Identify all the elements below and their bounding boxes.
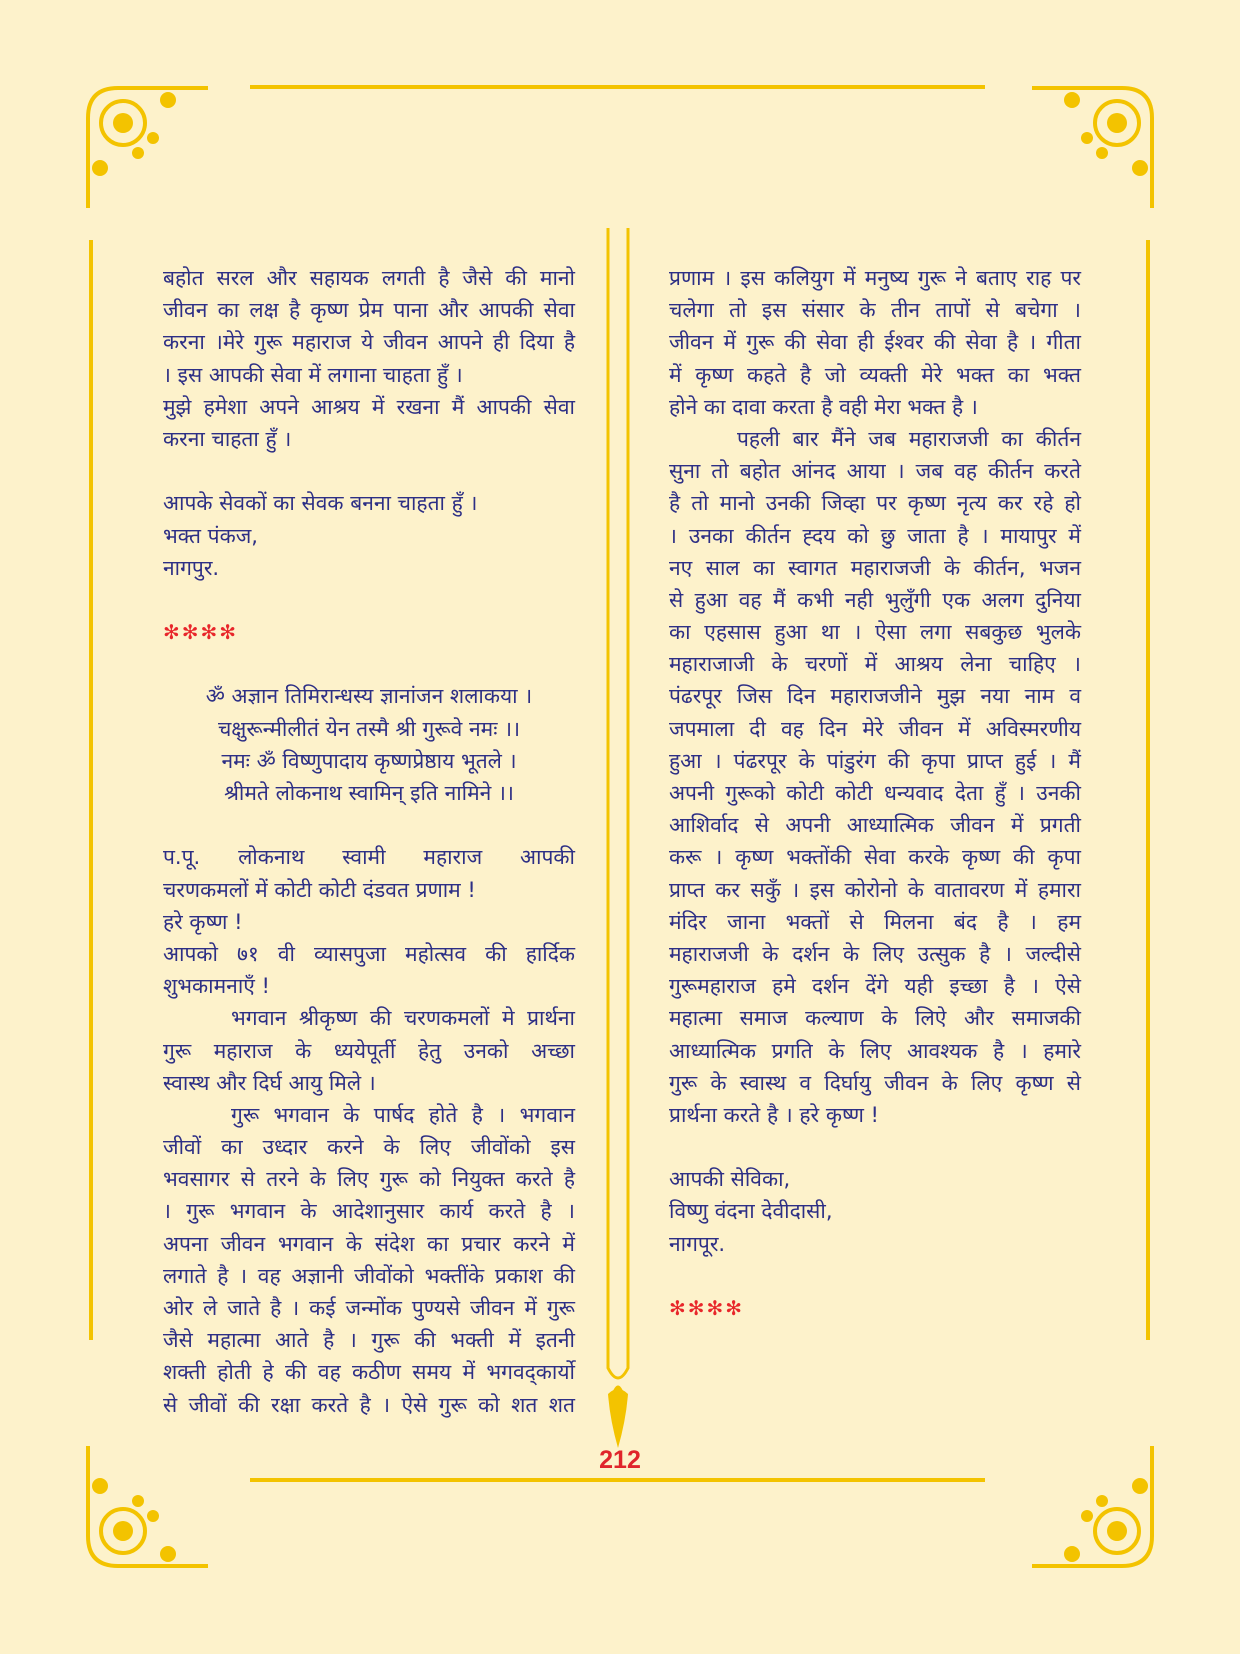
text-line: आपके सेवकों का सेवक बनना चाहता हुँ ।	[163, 491, 478, 516]
text-line: ॐ अज्ञान तिमिरान्धस्य ज्ञानांजन शलाकया ।	[205, 684, 533, 709]
page-number: 212	[599, 1446, 641, 1474]
border-right	[1146, 240, 1150, 1340]
text-line: विष्णु वंदना देवीदासी,	[669, 1199, 833, 1224]
text-line: श्रीमते लोकनाथ स्वामिन् इति नामिने ।।	[224, 781, 514, 805]
text-line: का एहसास हुआ था । ऐसा लगा सबकुछ भुलके	[669, 620, 1081, 645]
text-line: लगाते है । वह अज्ञानी जीवोंको भक्तींके प्रकाश की	[163, 1263, 575, 1288]
blank-line	[163, 455, 575, 487]
text-line: । गुरू भगवान के आदेशानुसार कार्य करते है ।	[163, 1199, 575, 1224]
text-line: आपकी सेविका,	[669, 1167, 791, 1192]
text-line: जपमाला दी वह दिन मेरे जीवन में अविस्मरणीय	[669, 716, 1081, 741]
blank-line	[163, 584, 575, 616]
text-line: पहली बार मैंने जब महाराजजी का कीर्तन	[737, 426, 1081, 451]
text-line: प्रणाम । इस कलियुग में मनुष्य गुरू ने बताए राह पर	[669, 266, 1081, 290]
text-line: हुआ । पंढरपूर के पांडुरंग की कृपा प्राप्त हुई । मैं	[669, 748, 1081, 773]
text-line: अपनी गुरूको कोटी कोटी धन्यवाद देता हुँ । उनकी	[669, 781, 1081, 805]
text-line: सुना तो बहोत आंनद आया । जब वह कीर्तन करते	[669, 459, 1081, 484]
text-line: भगवान श्रीकृष्ण की चरणकमलों मे प्रार्थना	[231, 1006, 575, 1031]
text-line: करना चाहता हुँ ।	[163, 426, 292, 451]
text-line: नागपूर.	[669, 1231, 726, 1256]
text-line: गुरू के स्वास्थ व दिर्घायु जीवन के लिए कृष्ण से	[669, 1070, 1081, 1095]
text-line: में कृष्ण कहते है जो व्यक्ती मेरे भक्त का भक्त	[669, 362, 1081, 387]
text-line: अपना जीवन भगवान के संदेश का प्रचार करने में	[163, 1231, 575, 1256]
text-line: आशिर्वाद से अपनी आध्यात्मिक जीवन में प्रगती	[669, 813, 1081, 838]
text-line: जीवों का उध्दार करने के लिए जीवोंको इस	[163, 1135, 575, 1160]
text-line: ओर ले जाते है । कई जन्मोंक पुण्यसे जीवन में गुरू	[163, 1296, 575, 1320]
text-line: आपको ७१ वी व्यासपुजा महोत्सव की हार्दिक	[163, 941, 575, 966]
blank-line	[669, 1131, 1081, 1163]
text-line: जीवन में गुरू की सेवा ही ईश्वर की सेवा है । गीता	[669, 330, 1081, 355]
text-line: चरणकमलों में कोटी कोटी दंडवत प्रणाम !	[163, 877, 476, 902]
blank-line	[163, 809, 575, 841]
blank-line	[669, 1260, 1081, 1292]
text-line: महाराजजी के दर्शन के लिए उत्सुक है । जल्दीसे	[669, 941, 1081, 966]
text-line: करू । कृष्ण भक्तोंकी सेवा करके कृष्ण की कृपा	[669, 845, 1081, 870]
text-line: मंदिर जाना भक्तों से मिलना बंद है । हम	[669, 909, 1081, 934]
text-line: नए साल का स्वागत महाराजजी के कीर्तन, भजन	[669, 555, 1081, 580]
border-left	[89, 240, 93, 1340]
text-line: नागपुर.	[163, 555, 220, 580]
column-divider	[606, 228, 630, 1396]
text-line: गुरू महाराज के ध्ययेपूर्ती हेतु उनको अच्छा	[163, 1038, 575, 1063]
text-line: प्रार्थना करते है । हरे कृष्ण !	[669, 1102, 879, 1127]
text-line: । उनका कीर्तन ह्दय को छु जाता है । मायापुर में	[669, 523, 1081, 548]
text-line: मुझे हमेशा अपने आश्रय में रखना मैं आपकी सेवा	[163, 394, 575, 419]
border-bottom	[250, 1478, 985, 1482]
text-line: गुरूमहाराज हमे दर्शन देंगे यही इच्छा है । ऐसे	[669, 974, 1081, 999]
text-line: से हुआ वह मैं कभी नही भुलुँगी एक अलग दुनिया	[669, 587, 1081, 612]
text-line: से जीवों की रक्षा करते है । ऐसे गुरू को शत शत	[163, 1392, 575, 1417]
text-line: हरे कृष्ण !	[163, 909, 243, 934]
text-line: । इस आपकी सेवा में लगाना चाहता हुँ ।	[163, 362, 463, 387]
text-line: चलेगा तो इस संसार के तीन तापों से बचेगा ।	[669, 298, 1081, 323]
text-line: जैसे महात्मा आते है । गुरू की भक्ती में इतनी	[163, 1328, 575, 1353]
text-line: बहोत सरल और सहायक लगती है जैसे की मानो	[163, 266, 575, 290]
right-column	[669, 262, 1081, 1324]
text-line: आध्यात्मिक प्रगति के लिए आवश्यक है । हमारे	[669, 1038, 1081, 1063]
border-top	[250, 85, 985, 89]
section-separator-stars: ✻✻✻✻	[163, 620, 239, 645]
text-line: होने का दावा करता है वही मेरा भक्त है ।	[669, 394, 978, 419]
text-line: स्वास्थ और दिर्घ आयु मिले ।	[163, 1070, 376, 1095]
text-line: जीवन का लक्ष है कृष्ण प्रेम पाना और आपकी सेवा	[163, 298, 575, 323]
text-line: करना ।मेरे गुरू महाराज ये जीवन आपने ही दिया है	[163, 330, 575, 355]
text-line: प्राप्त कर सकुँ । इस कोरोनो के वातावरण में हमारा	[669, 877, 1081, 902]
text-line: प.पू. लोकनाथ स्वामी महाराज आपकी	[163, 845, 575, 870]
text-line: भवसागर से तरने के लिए गुरू को नियुक्त करते है	[163, 1167, 575, 1192]
corner-ornament-top-left	[78, 78, 208, 208]
text-line: शक्ती होती हे की वह कठीण समय में भगवद्कार्यो	[163, 1360, 575, 1385]
blank-line	[163, 648, 575, 680]
text-line: महाराजाजी के चरणों में आश्रय लेना चाहिए ।	[669, 652, 1081, 677]
text-line: महात्मा समाज कल्याण के लिऐ और समाजकी	[669, 1006, 1081, 1031]
divider-drop-ornament	[606, 1390, 630, 1450]
text-line: भक्त पंकज,	[163, 523, 258, 548]
corner-ornament-top-right	[1032, 78, 1162, 208]
text-line: नमः ॐ विष्णुपादाय कृष्णप्रेष्ठाय भूतले ।	[221, 748, 517, 773]
text-line: चक्षुरून्मीलीतं येन तस्मै श्री गुरूवे नमः ।।	[217, 716, 521, 741]
text-line: पंढरपूर जिस दिन महाराजजीने मुझ नया नाम व	[669, 684, 1081, 709]
text-line: गुरू भगवान के पार्षद होते है । भगवान	[231, 1102, 575, 1127]
section-separator-stars: ✻✻✻✻	[669, 1296, 745, 1320]
text-line: है तो मानो उनकी जिव्हा पर कृष्ण नृत्य कर रहे हो	[669, 491, 1081, 516]
text-line: शुभकामनाएँ !	[163, 974, 270, 999]
left-column	[163, 262, 575, 1421]
